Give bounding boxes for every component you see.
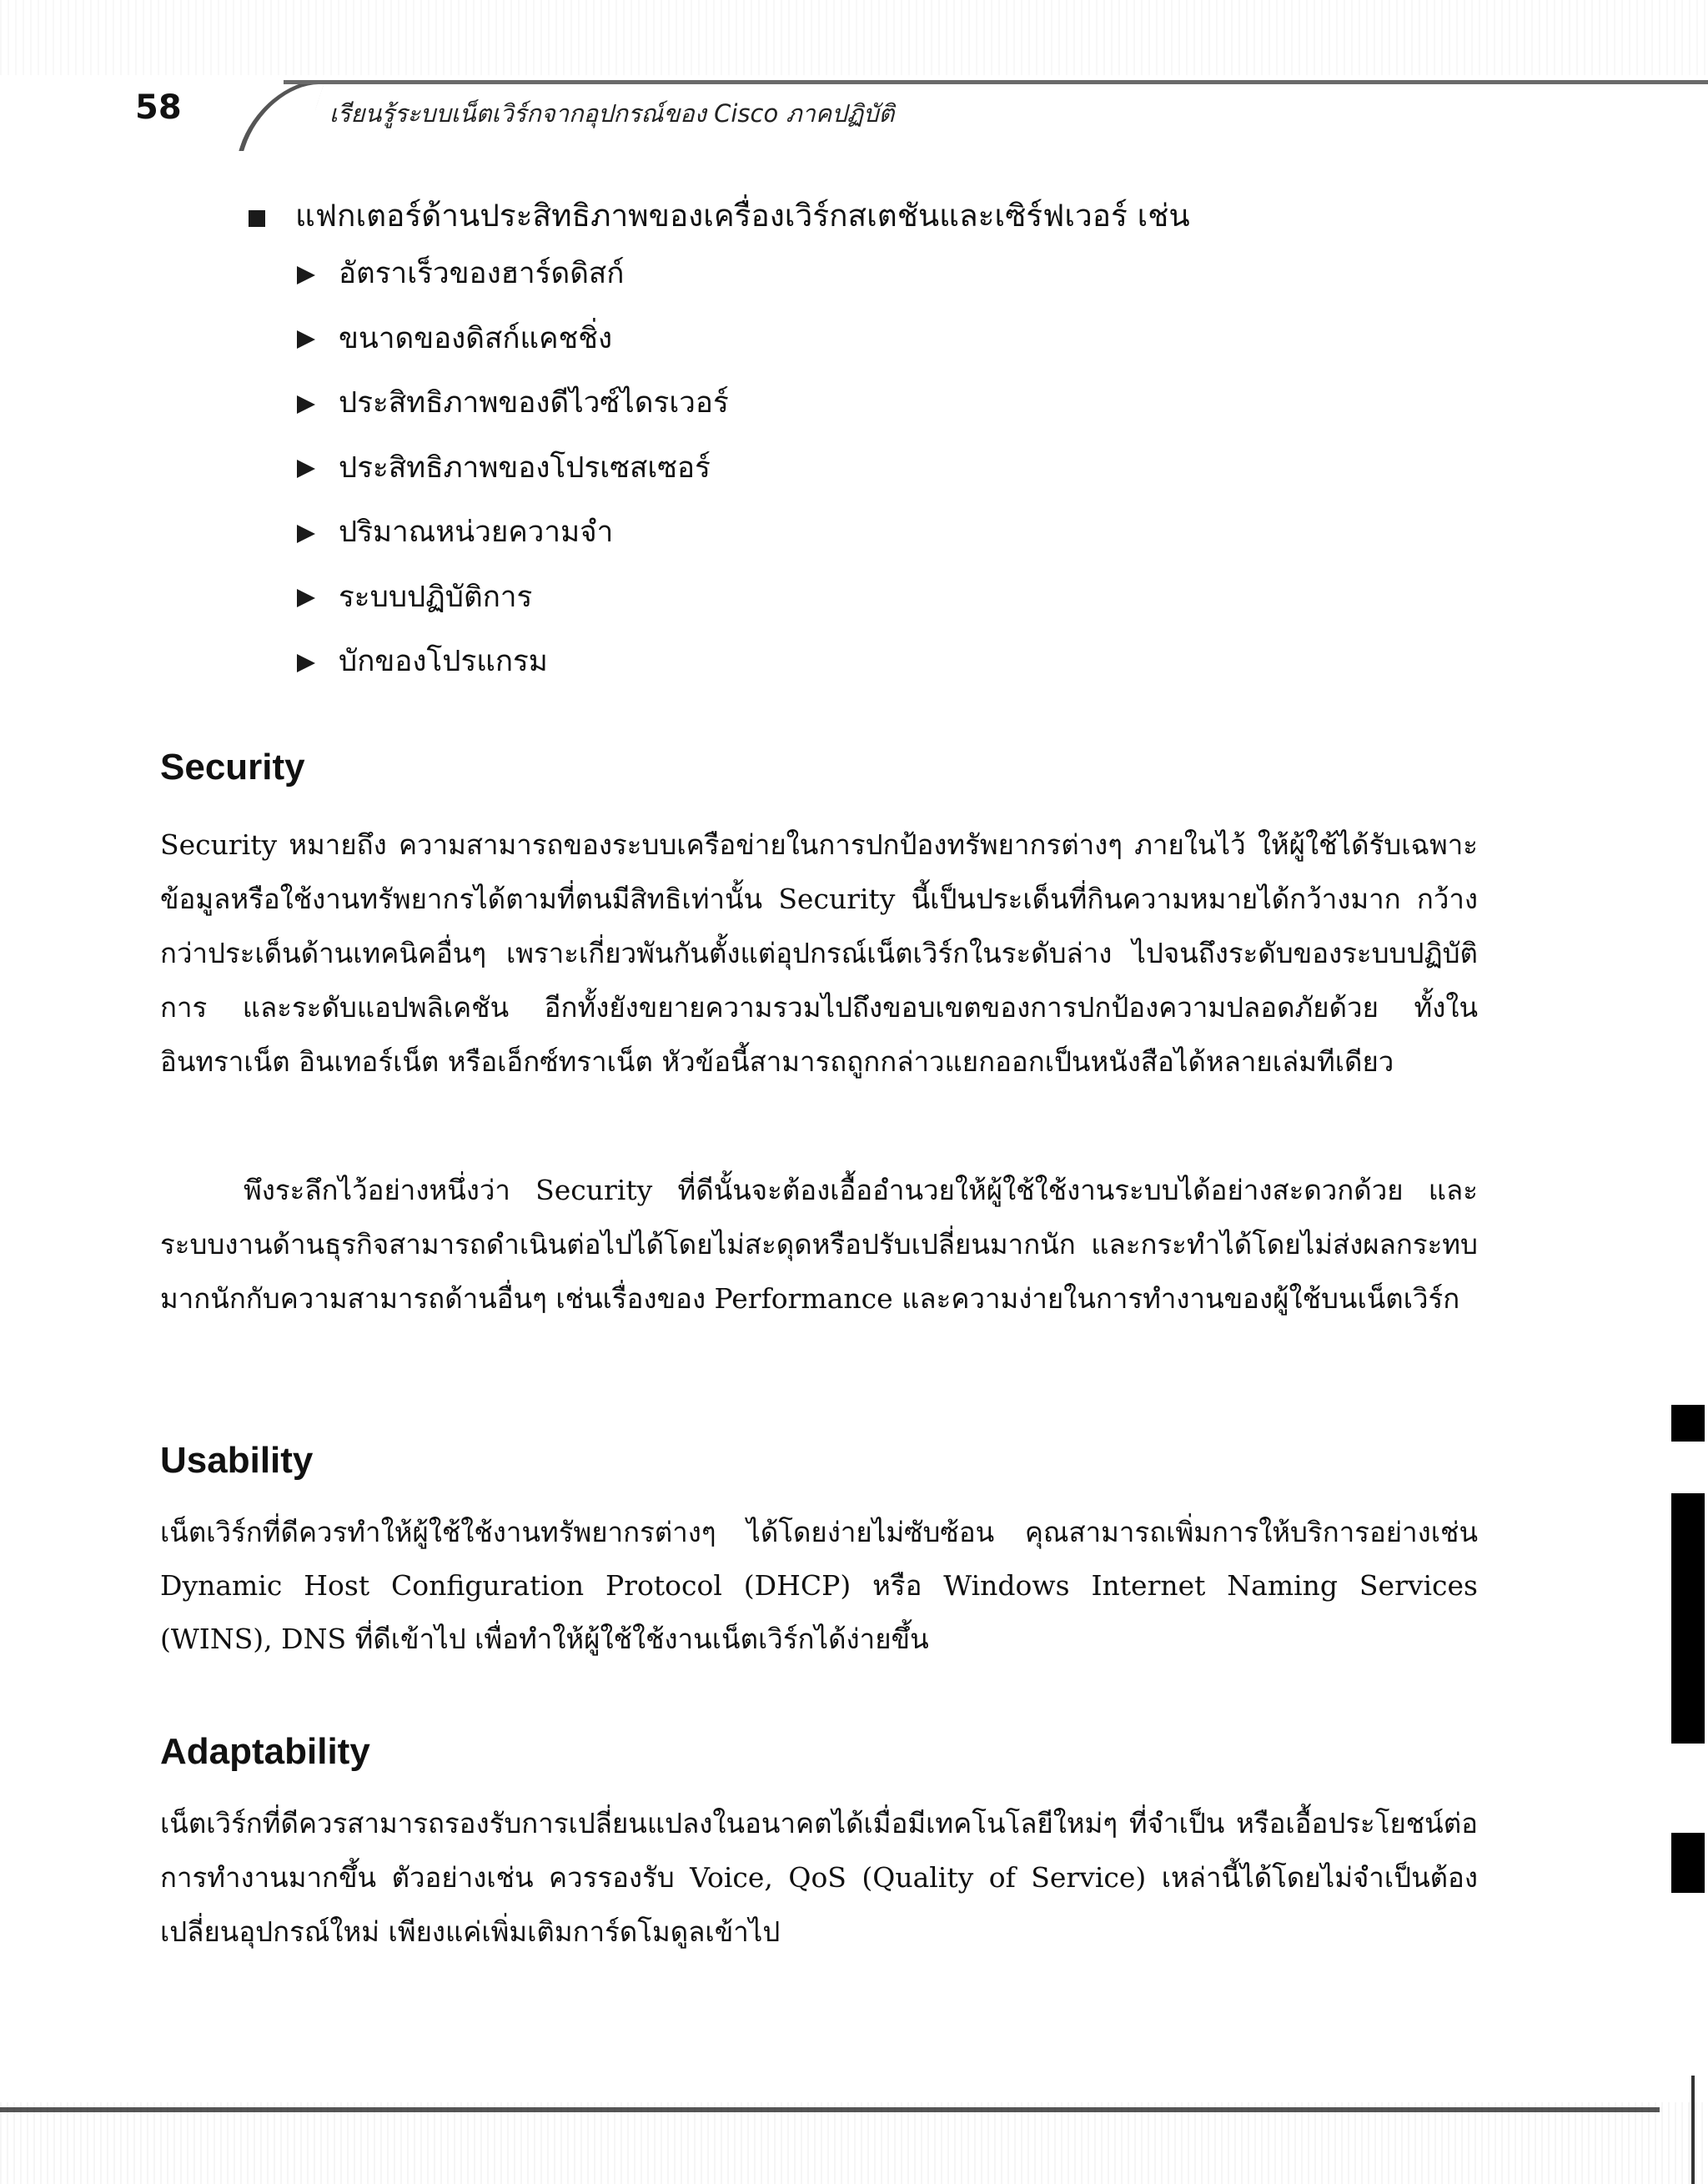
triangle-bullet-icon xyxy=(297,266,315,284)
list-item xyxy=(297,640,729,705)
triangle-bullet-icon xyxy=(297,395,315,414)
triangle-bullet-icon xyxy=(297,460,315,478)
scan-noise-top xyxy=(0,0,1708,75)
list-item xyxy=(297,317,729,382)
list-item-label: อัตราเร็วของฮาร์ดดิสก์ xyxy=(339,257,625,290)
running-header-text: เรียนรู้ระบบเน็ตเวิร์กจากอุปกรณ์ของ xyxy=(329,99,715,128)
adaptability-paragraph: เน็ตเวิร์กที่ดีควรสามารถรองรับการเปลี่ยนแปลงในอนาคตได้เมื่อมีเทคโนโลยีใหม่ๆ ที่จำเป็น หรือเอื้อประโยชน์ต่อการทำงานมากขึ้น ตัวอย่างเช่น ควรรองรับ Voice, QoS (Quality of Service) เหล่านี้ได้โดยไม่จำเป็นต้องเปลี่ยนอุปกรณ์ใหม่ เพียงแค่เพิ่มเติมการ์ดโมดูลเข้าไป xyxy=(160,1807,1478,1948)
thumb-index-mark xyxy=(1671,1833,1705,1893)
header-rule xyxy=(284,80,1708,84)
security-paragraph-1: Security หมายถึง ความสามารถของระบบเครือข่ายในการปกป้องทรัพยากรต่างๆ ภายในไว้ ให้ผู้ใช้ได้รับเฉพาะข้อมูลหรือใช้งานทรัพยากรได้ตามที่ตนมีสิทธิเท่านั้น Security นี้เป็นประเด็นที่กินความหมายได้กว้างมาก กว้างกว่าประเด็นด้านเทคนิคอื่นๆ เพราะเกี่ยวพันกันตั้งแต่อุปกรณ์เน็ตเวิร์กในระดับล่าง ไปจนถึงระดับของระบบปฏิบัติการ และระดับแอปพลิเคชัน อีกทั้งยังขยายความรวมไปถึงขอบเขตของการปกป้องความปลอดภัยด้วย ทั้งในอินทราเน็ต อินเทอร์เน็ต หรือเอ็กซ์ทราเน็ต หัวข้อนี้สามารถถูกกล่าวแยกออกเป็นหนังสือได้หลายเล่มทีเดียว xyxy=(160,828,1478,1078)
page-number: 58 xyxy=(135,88,182,127)
list-item-label: บักของโปรแกรม xyxy=(339,645,548,678)
square-bullet-icon xyxy=(249,210,265,227)
performance-factors-list xyxy=(297,252,729,705)
page-edge-bracket xyxy=(1691,2076,1695,2184)
running-header xyxy=(329,97,894,130)
usability-heading: Usability xyxy=(160,1440,314,1481)
thumb-index-mark xyxy=(1671,1405,1705,1442)
list-item-label: ระบบปฏิบัติการ xyxy=(339,580,533,614)
list-item-label: ประสิทธิภาพของโปรเซสเซอร์ xyxy=(339,450,711,485)
list-item-label: ประสิทธิภาพของดีไวซ์ไดรเวอร์ xyxy=(339,386,729,420)
thumb-index-mark xyxy=(1671,1493,1705,1744)
performance-factors-item xyxy=(249,194,1190,238)
header-swoosh-ornament xyxy=(239,80,325,151)
triangle-bullet-icon xyxy=(297,589,315,607)
triangle-bullet-icon xyxy=(297,525,315,543)
running-header-brand: Cisco xyxy=(714,99,779,128)
adaptability-heading: Adaptability xyxy=(160,1731,370,1772)
usability-paragraph: เน็ตเวิร์กที่ดีควรทำให้ผู้ใช้ใช้งานทรัพยากรต่างๆ ได้โดยง่ายไม่ซับซ้อน คุณสามารถเพิ่มการให้บริการอย่างเช่น Dynamic Host Configuration Protocol (DHCP) หรือ Windows Internet Naming Services (WINS), DNS ที่ดีเข้าไป เพื่อทำให้ผู้ใช้ใช้งานเน็ตเวิร์กได้ง่ายขึ้น xyxy=(160,1516,1478,1655)
security-heading: Security xyxy=(160,747,305,788)
list-item-label: ขนาดของดิสก์แคชชิ่ง xyxy=(339,321,613,355)
list-item xyxy=(297,576,729,641)
triangle-bullet-icon xyxy=(297,654,315,672)
list-item-label: ปริมาณหน่วยความจำ xyxy=(339,516,614,549)
list-item xyxy=(297,381,729,446)
list-item xyxy=(297,252,729,317)
list-item xyxy=(297,511,729,576)
security-paragraph-2: พึงระลึกไว้อย่างหนึ่งว่า Security ที่ดีนั้นจะต้องเอื้ออำนวยให้ผู้ใช้ใช้งานระบบได้อย่างสะดวกด้วย และระบบงานด้านธุรกิจสามารถดำเนินต่อไปได้โดยไม่สะดุดหรือปรับเปลี่ยนมากนัก และกระทำได้โดยไม่ส่งผลกระทบมากนักกับความสามารถด้านอื่นๆ เช่นเรื่องของ Performance และความง่ายในการทำงานของผู้ใช้บนเน็ตเวิร์ก xyxy=(160,1174,1478,1315)
scan-noise-bottom xyxy=(0,2102,1708,2184)
running-header-text-end: ภาคปฏิบัติ xyxy=(778,99,895,128)
list-item xyxy=(297,446,729,511)
performance-factors-label: แฟกเตอร์ด้านประสิทธิภาพของเครื่องเวิร์กสเตชันและเซิร์ฟเวอร์ เช่น xyxy=(295,198,1190,234)
triangle-bullet-icon xyxy=(297,330,315,349)
